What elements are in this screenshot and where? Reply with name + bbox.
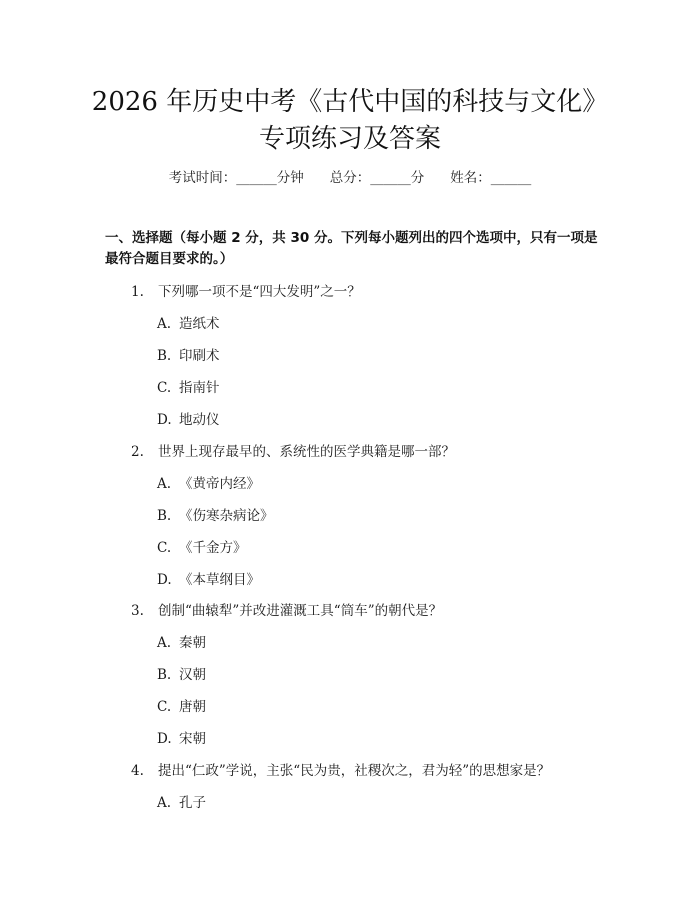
total-score-field: 总分：______分 (329, 170, 425, 186)
question-2 (131, 442, 631, 462)
option-text: 印刷术 (179, 348, 220, 364)
option-text: 指南针 (179, 380, 220, 396)
option-text: 汉朝 (179, 667, 206, 683)
question-text: 创制“曲辕犁”并改进灌溉工具“筒车”的朝代是？ (158, 603, 443, 619)
option-letter: A. (157, 795, 172, 811)
option-text: 造纸术 (179, 316, 220, 332)
option-letter: D. (157, 412, 172, 428)
question-number: 4. (131, 763, 144, 779)
question-3-option-a (157, 633, 557, 653)
question-text: 提出“仁政”学说，主张“民为贵，社稷次之，君为轻”的思想家是？ (158, 763, 551, 779)
question-number: 1. (131, 284, 144, 300)
exam-info-row (0, 168, 700, 188)
exam-time-field: 考试时间：______分钟 (168, 170, 304, 186)
student-name-field: 姓名：______ (450, 170, 532, 186)
question-2-option-d (157, 570, 557, 590)
question-text: 世界上现存最早的、系统性的医学典籍是哪一部？ (158, 444, 455, 460)
option-letter: C. (157, 540, 172, 556)
question-number: 2. (131, 444, 144, 460)
option-letter: A. (157, 635, 172, 651)
question-3 (131, 601, 631, 621)
question-1-option-d (157, 410, 557, 430)
page-title-line-2: 专项练习及答案 (258, 124, 441, 154)
option-text: 唐朝 (179, 699, 206, 715)
option-text: 地动仪 (179, 412, 220, 428)
option-text: 《千金方》 (179, 540, 247, 556)
option-letter: B. (157, 667, 172, 683)
question-4 (131, 761, 631, 781)
option-text: 秦朝 (179, 635, 206, 651)
question-2-option-c (157, 538, 557, 558)
option-letter: C. (157, 699, 172, 715)
option-letter: A. (157, 316, 172, 332)
option-letter: D. (157, 572, 172, 588)
option-text: 《伤寒杂病论》 (179, 508, 274, 524)
question-1 (131, 282, 631, 302)
option-letter: B. (157, 508, 172, 524)
option-letter: A. (157, 476, 172, 492)
section-heading: 一、选择题（每小题 2 分，共 30 分。下列每小题列出的四个选项中，只有一项是最符合题目要求的。） (105, 230, 598, 267)
option-letter: C. (157, 380, 172, 396)
question-1-option-a (157, 314, 557, 334)
question-2-option-b (157, 506, 557, 526)
question-2-option-a (157, 474, 557, 494)
question-4-option-a (157, 793, 557, 813)
page-title-line-1: 2026 年历史中考《古代中国的科技与文化》 (91, 87, 609, 117)
question-3-option-d (157, 729, 557, 749)
question-1-option-c (157, 378, 557, 398)
question-3-option-c (157, 697, 557, 717)
option-letter: B. (157, 348, 172, 364)
option-text: 宋朝 (179, 731, 206, 747)
option-letter: D. (157, 731, 172, 747)
option-text: 孔子 (179, 795, 206, 811)
question-text: 下列哪一项不是“四大发明”之一？ (158, 284, 361, 300)
option-text: 《本草纲目》 (179, 572, 260, 588)
question-1-option-b (157, 346, 557, 366)
question-number: 3. (131, 603, 144, 619)
question-3-option-b (157, 665, 557, 685)
option-text: 《黄帝内经》 (179, 476, 260, 492)
